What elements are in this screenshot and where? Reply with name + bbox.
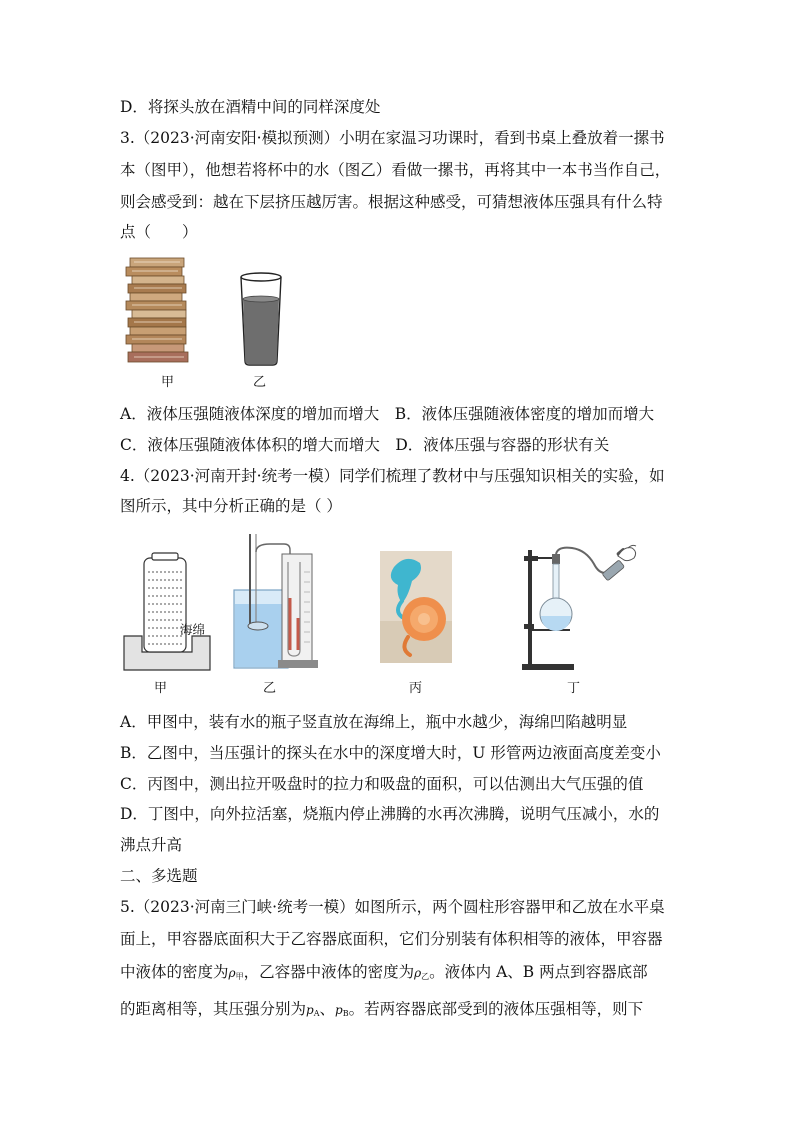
q3-stem-line1: 3.（2023·河南安阳·模拟预测）小明在家温习功课时，看到书桌上叠放着一摞书 xyxy=(120,129,665,147)
q5-line4-text-b: 。若两容器底部受到的液体压强相等，则下 xyxy=(348,1000,644,1018)
pb-symbol: $p_B$ xyxy=(335,1003,349,1018)
suction-cups-figure xyxy=(380,551,452,663)
q5-stem-line4: 的距离相等，其压强分别为$p_A$、$p_B$。若两容器底部受到的液体压强相等，则下 xyxy=(120,1000,644,1018)
q5-line3-text-b: ，乙容器中液体的密度为 xyxy=(243,963,415,981)
q5-stem-line2: 面上，甲容器底面积大于乙容器底面积，它们分别装有体积相等的液体，甲容器 xyxy=(120,930,663,948)
q4-option-d-line2: 沸点升高 xyxy=(120,836,183,854)
rho-jia-symbol: $\rho_甲$ xyxy=(228,966,244,981)
fig-label-yi-2: 乙 xyxy=(263,681,277,696)
q4-stem-line1: 4.（2023·河南开封·统考一模）同学们梳理了教材中与压强知识相关的实验，如 xyxy=(120,467,665,485)
fig-label-jia-2: 甲 xyxy=(154,681,168,696)
water-glass-figure xyxy=(238,272,284,368)
q4-option-b: B．乙图中，当压强计的探头在水中的深度增大时，U 形管两边液面高度差变小 xyxy=(120,744,661,762)
section-heading-multiple-choice: 二、多选题 xyxy=(120,867,198,885)
sponge-label: 海绵 xyxy=(180,622,206,637)
book-stack-figure xyxy=(124,256,194,368)
q3-options-row1: A．液体压强随液体深度的增加而增大 B．液体压强随液体密度的增加而增大 xyxy=(120,405,655,423)
q4-option-d-line1: D．丁图中，向外拉活塞，烧瓶内停止沸腾的水再次沸腾，说明气压减小，水的 xyxy=(120,805,660,823)
q3-options-row2: C．液体压强随液体体积的增大而增大 D．液体压强与容器的形状有关 xyxy=(120,436,610,454)
pressure-gauge-figure xyxy=(226,532,326,672)
q5-line3-text-c: 。液体内 A、B 两点到容器底部 xyxy=(429,963,648,981)
flask-syringe-figure xyxy=(520,542,640,672)
fig-label-bing: 丙 xyxy=(409,681,423,696)
q5-line3-text-a: 中液体的密度为 xyxy=(120,963,229,981)
q4-option-c: C．丙图中，测出拉开吸盘时的拉力和吸盘的面积，可以估测出大气压强的值 xyxy=(120,775,644,793)
bottle-on-sponge-figure xyxy=(122,552,212,672)
q2-option-d: D．将探头放在酒精中间的同样深度处 xyxy=(120,98,381,116)
q5-line4-text-a: 的距离相等，其压强分别为 xyxy=(120,1000,307,1018)
q3-stem-line3: 则会感受到：越在下层挤压越厉害。根据这种感受，可猜想液体压强具有什么特 xyxy=(120,193,663,211)
q4-stem-line2: 图所示，其中分析正确的是（ ） xyxy=(120,497,342,515)
q4-option-a: A．甲图中，装有水的瓶子竖直放在海绵上，瓶中水越少，海绵凹陷越明显 xyxy=(120,713,628,731)
q5-stem-line3 xyxy=(120,962,648,987)
fig-label-yi: 乙 xyxy=(253,375,267,390)
pa-symbol: $p_A$ xyxy=(306,1003,320,1018)
fig-label-jia: 甲 xyxy=(161,375,175,390)
q3-stem-line4: 点（ ） xyxy=(120,223,198,241)
fig-label-ding: 丁 xyxy=(567,681,581,696)
q3-stem-line2: 本（图甲），他想若将杯中的水（图乙）看做一摞书，再将其中一本书当作自己， xyxy=(120,161,671,179)
rho-yi-symbol: $\rho_乙$ xyxy=(414,966,430,981)
q5-stem-line1: 5.（2023·河南三门峡·统考一模）如图所示，两个圆柱形容器甲和乙放在水平桌 xyxy=(120,898,665,916)
